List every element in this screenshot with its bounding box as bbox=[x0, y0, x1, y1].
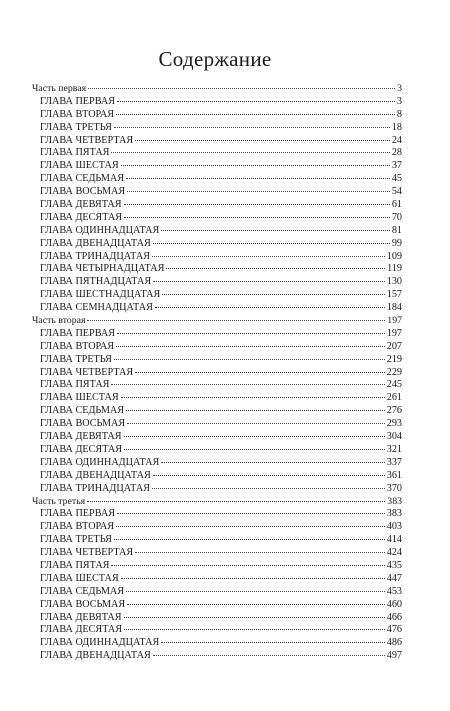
toc-chapter-entry bbox=[32, 599, 402, 612]
toc-chapter-entry bbox=[32, 547, 402, 560]
toc-chapter-entry-label: ГЛАВА ТРЕТЬЯ bbox=[40, 353, 112, 365]
toc-part-entry bbox=[32, 496, 402, 509]
dot-leader bbox=[116, 346, 385, 347]
dot-leader bbox=[111, 565, 384, 566]
toc-chapter-entry bbox=[32, 186, 402, 199]
toc-chapter-entry-label: ГЛАВА ОДИННАДЦАТАЯ bbox=[40, 456, 160, 468]
dot-leader bbox=[121, 578, 385, 579]
toc-chapter-entry bbox=[32, 444, 402, 457]
dot-leader bbox=[153, 655, 385, 656]
toc-chapter-entry-label: ГЛАВА ВТОРАЯ bbox=[40, 108, 115, 120]
toc-chapter-entry bbox=[32, 418, 402, 431]
toc-chapter-entry-label: ГЛАВА ПЯТНАДЦАТАЯ bbox=[40, 276, 152, 288]
table-of-contents bbox=[32, 83, 402, 663]
toc-chapter-entry-label: ГЛАВА ТРИНАДЦАТАЯ bbox=[40, 482, 151, 494]
dot-leader bbox=[135, 552, 385, 553]
dot-leader bbox=[117, 513, 385, 514]
toc-chapter-entry bbox=[32, 199, 402, 212]
toc-chapter-entry-page-number: 109 bbox=[386, 250, 402, 262]
toc-chapter-entry bbox=[32, 470, 402, 483]
toc-chapter-entry bbox=[32, 302, 402, 315]
dot-leader bbox=[127, 423, 385, 424]
dot-leader bbox=[153, 281, 385, 282]
toc-chapter-entry-label: ГЛАВА ТРЕТЬЯ bbox=[40, 534, 112, 546]
toc-chapter-entry bbox=[32, 637, 402, 650]
toc-chapter-entry-label: ГЛАВА ШЕСТАЯ bbox=[40, 160, 119, 172]
dot-leader bbox=[116, 526, 385, 527]
dot-leader bbox=[126, 178, 390, 179]
dot-leader bbox=[121, 397, 385, 398]
toc-chapter-entry-label: ГЛАВА ШЕСТАЯ bbox=[40, 392, 119, 404]
toc-chapter-entry bbox=[32, 160, 402, 173]
dot-leader bbox=[162, 294, 384, 295]
toc-part-entry-label: Часть первая bbox=[32, 83, 87, 94]
dot-leader bbox=[126, 591, 385, 592]
toc-chapter-entry bbox=[32, 276, 402, 289]
dot-leader bbox=[124, 436, 385, 437]
toc-chapter-entry-label: ГЛАВА ВТОРАЯ bbox=[40, 521, 115, 533]
dot-leader bbox=[124, 629, 385, 630]
dot-leader bbox=[135, 140, 390, 141]
dot-leader bbox=[124, 204, 390, 205]
toc-chapter-entry-label: ГЛАВА ОДИННАДЦАТАЯ bbox=[40, 637, 160, 649]
dot-leader bbox=[135, 372, 385, 373]
toc-chapter-entry-page-number: 435 bbox=[386, 559, 402, 571]
toc-part-entry-page-number: 383 bbox=[387, 495, 402, 507]
toc-chapter-entry bbox=[32, 122, 402, 135]
dot-leader bbox=[127, 191, 390, 192]
toc-chapter-entry-label: ГЛАВА ПЕРВАЯ bbox=[40, 508, 115, 520]
toc-part-entry-label: Часть третья bbox=[32, 495, 86, 507]
toc-chapter-entry bbox=[32, 147, 402, 160]
toc-chapter-entry bbox=[32, 624, 402, 637]
toc-chapter-entry bbox=[32, 508, 402, 521]
toc-chapter-entry-label: ГЛАВА ВОСЬМАЯ bbox=[40, 186, 126, 198]
toc-chapter-entry-page-number: 18 bbox=[391, 121, 402, 133]
toc-chapter-entry-label: ГЛАВА ДВЕНАДЦАТАЯ bbox=[40, 469, 151, 481]
toc-chapter-entry-page-number: 453 bbox=[386, 585, 402, 597]
toc-chapter-entry-page-number: 293 bbox=[386, 418, 402, 430]
toc-chapter-entry-label: ГЛАВА ШЕСТНАДЦАТАЯ bbox=[40, 289, 161, 301]
toc-chapter-entry bbox=[32, 650, 402, 663]
toc-part-entry-label: Часть вторая bbox=[32, 315, 86, 327]
dot-leader bbox=[87, 501, 385, 502]
toc-chapter-entry bbox=[32, 560, 402, 573]
dot-leader bbox=[153, 475, 385, 476]
toc-chapter-entry-page-number: 466 bbox=[386, 611, 402, 623]
dot-leader bbox=[117, 333, 385, 334]
toc-chapter-entry-page-number: 8 bbox=[396, 108, 402, 120]
dot-leader bbox=[126, 410, 385, 411]
toc-chapter-entry bbox=[32, 573, 402, 586]
dot-leader bbox=[111, 384, 384, 385]
toc-chapter-entry-page-number: 197 bbox=[386, 327, 402, 339]
toc-chapter-entry-label: ГЛАВА ДЕВЯТАЯ bbox=[40, 199, 122, 211]
toc-chapter-entry bbox=[32, 289, 402, 302]
toc-chapter-entry-label: ГЛАВА СЕДЬМАЯ bbox=[40, 405, 125, 417]
toc-chapter-entry-label: ГЛАВА СЕДЬМАЯ bbox=[40, 585, 125, 597]
toc-chapter-entry-label: ГЛАВА СЕМНАДЦАТАЯ bbox=[40, 302, 153, 314]
toc-chapter-entry-label: ГЛАВА ПЯТАЯ bbox=[40, 147, 110, 159]
toc-chapter-entry bbox=[32, 521, 402, 534]
toc-chapter-entry-page-number: 99 bbox=[391, 237, 402, 249]
toc-chapter-entry-label: ГЛАВА ТРЕТЬЯ bbox=[40, 121, 112, 133]
toc-chapter-entry-label: ГЛАВА ДЕВЯТАЯ bbox=[40, 611, 122, 623]
toc-chapter-entry bbox=[32, 96, 402, 109]
toc-part-entry-page-number: 3 bbox=[397, 83, 402, 94]
toc-chapter-entry bbox=[32, 341, 402, 354]
toc-chapter-entry bbox=[32, 135, 402, 148]
toc-chapter-entry-label: ГЛАВА ДЕВЯТАЯ bbox=[40, 431, 122, 443]
toc-chapter-entry-page-number: 383 bbox=[386, 508, 402, 520]
toc-chapter-entry-page-number: 70 bbox=[391, 211, 402, 223]
dot-leader bbox=[161, 642, 384, 643]
dot-leader bbox=[166, 268, 385, 269]
dot-leader bbox=[117, 101, 395, 102]
dot-leader bbox=[161, 462, 384, 463]
toc-chapter-entry-label: ГЛАВА ДЕСЯТАЯ bbox=[40, 211, 123, 223]
toc-chapter-entry-page-number: 304 bbox=[386, 431, 402, 443]
toc-chapter-entry-page-number: 447 bbox=[386, 572, 402, 584]
toc-chapter-entry-label: ГЛАВА ЧЕТЫРНАДЦАТАЯ bbox=[40, 263, 165, 275]
toc-part-entry bbox=[32, 83, 402, 96]
dot-leader bbox=[87, 320, 385, 321]
toc-chapter-entry-page-number: 414 bbox=[386, 534, 402, 546]
toc-chapter-entry-page-number: 486 bbox=[386, 637, 402, 649]
toc-chapter-entry-page-number: 321 bbox=[386, 443, 402, 455]
toc-chapter-entry bbox=[32, 405, 402, 418]
toc-chapter-entry bbox=[32, 354, 402, 367]
toc-chapter-entry-page-number: 61 bbox=[391, 199, 402, 211]
toc-chapter-entry-label: ГЛАВА ОДИННАДЦАТАЯ bbox=[40, 224, 160, 236]
toc-chapter-entry-label: ГЛАВА ДВЕНАДЦАТАЯ bbox=[40, 237, 151, 249]
toc-chapter-entry bbox=[32, 212, 402, 225]
toc-chapter-entry-page-number: 476 bbox=[386, 624, 402, 636]
dot-leader bbox=[124, 617, 385, 618]
toc-chapter-entry-label: ГЛАВА ЧЕТВЕРТАЯ bbox=[40, 134, 134, 146]
dot-leader bbox=[121, 165, 390, 166]
toc-chapter-entry bbox=[32, 109, 402, 122]
dot-leader bbox=[124, 217, 390, 218]
toc-chapter-entry bbox=[32, 586, 402, 599]
toc-chapter-entry-page-number: 207 bbox=[386, 340, 402, 352]
toc-chapter-entry bbox=[32, 392, 402, 405]
toc-chapter-entry bbox=[32, 534, 402, 547]
dot-leader bbox=[114, 539, 385, 540]
toc-chapter-entry-label: ГЛАВА ВОСЬМАЯ bbox=[40, 418, 126, 430]
dot-leader bbox=[124, 449, 385, 450]
toc-chapter-entry bbox=[32, 612, 402, 625]
toc-chapter-entry-label: ГЛАВА ПЕРВАЯ bbox=[40, 95, 115, 107]
dot-leader bbox=[114, 127, 390, 128]
toc-chapter-entry-page-number: 54 bbox=[391, 186, 402, 198]
toc-chapter-entry-page-number: 276 bbox=[386, 405, 402, 417]
toc-chapter-entry-label: ГЛАВА ШЕСТАЯ bbox=[40, 572, 119, 584]
toc-chapter-entry-page-number: 497 bbox=[386, 650, 402, 662]
toc-chapter-entry bbox=[32, 251, 402, 264]
toc-chapter-entry bbox=[32, 328, 402, 341]
toc-chapter-entry bbox=[32, 238, 402, 251]
toc-chapter-entry-label: ГЛАВА ДЕСЯТАЯ bbox=[40, 624, 123, 636]
toc-chapter-entry-page-number: 28 bbox=[391, 147, 402, 159]
toc-chapter-entry-label: ГЛАВА ТРИНАДЦАТАЯ bbox=[40, 250, 151, 262]
toc-chapter-entry-page-number: 337 bbox=[386, 456, 402, 468]
toc-chapter-entry-page-number: 460 bbox=[386, 598, 402, 610]
toc-chapter-entry bbox=[32, 379, 402, 392]
toc-chapter-entry-label: ГЛАВА ВОСЬМАЯ bbox=[40, 598, 126, 610]
dot-leader bbox=[161, 230, 390, 231]
toc-chapter-entry-page-number: 157 bbox=[386, 289, 402, 301]
toc-chapter-entry-label: ГЛАВА СЕДЬМАЯ bbox=[40, 173, 125, 185]
toc-chapter-entry-page-number: 184 bbox=[386, 302, 402, 314]
toc-chapter-entry-label: ГЛАВА ПЯТАЯ bbox=[40, 559, 110, 571]
toc-chapter-entry-page-number: 45 bbox=[391, 173, 402, 185]
toc-chapter-entry-page-number: 130 bbox=[386, 276, 402, 288]
toc-chapter-entry-label: ГЛАВА ПЯТАЯ bbox=[40, 379, 110, 391]
toc-chapter-entry-page-number: 261 bbox=[386, 392, 402, 404]
dot-leader bbox=[155, 307, 385, 308]
toc-chapter-entry bbox=[32, 483, 402, 496]
dot-leader bbox=[88, 88, 395, 89]
toc-chapter-entry-label: ГЛАВА ПЕРВАЯ bbox=[40, 327, 115, 339]
toc-chapter-entry-page-number: 3 bbox=[396, 95, 402, 107]
toc-chapter-entry-page-number: 219 bbox=[386, 353, 402, 365]
toc-chapter-entry-page-number: 245 bbox=[386, 379, 402, 391]
toc-chapter-entry bbox=[32, 367, 402, 380]
toc-chapter-entry-page-number: 424 bbox=[386, 547, 402, 559]
dot-leader bbox=[114, 359, 385, 360]
dot-leader bbox=[127, 604, 385, 605]
toc-chapter-entry bbox=[32, 431, 402, 444]
dot-leader bbox=[152, 488, 385, 489]
toc-chapter-entry-label: ГЛАВА ВТОРАЯ bbox=[40, 340, 115, 352]
toc-chapter-entry-page-number: 229 bbox=[386, 366, 402, 378]
toc-chapter-entry-label: ГЛАВА ДВЕНАДЦАТАЯ bbox=[40, 650, 151, 662]
toc-chapter-entry-page-number: 403 bbox=[386, 521, 402, 533]
toc-chapter-entry-label: ГЛАВА ЧЕТВЕРТАЯ bbox=[40, 366, 134, 378]
page-title: Содержание bbox=[158, 47, 272, 71]
toc-chapter-entry-page-number: 81 bbox=[391, 224, 402, 236]
toc-chapter-entry-page-number: 361 bbox=[386, 469, 402, 481]
toc-chapter-entry-page-number: 119 bbox=[387, 263, 402, 275]
dot-leader bbox=[111, 152, 389, 153]
dot-leader bbox=[152, 256, 385, 257]
toc-chapter-entry-page-number: 24 bbox=[391, 134, 402, 146]
toc-chapter-entry bbox=[32, 263, 402, 276]
toc-chapter-entry-label: ГЛАВА ЧЕТВЕРТАЯ bbox=[40, 547, 134, 559]
toc-part-entry bbox=[32, 315, 402, 328]
toc-chapter-entry bbox=[32, 173, 402, 186]
toc-part-entry-page-number: 197 bbox=[387, 315, 402, 327]
toc-chapter-entry-page-number: 37 bbox=[391, 160, 402, 172]
dot-leader bbox=[116, 114, 395, 115]
dot-leader bbox=[153, 243, 390, 244]
toc-chapter-entry bbox=[32, 457, 402, 470]
toc-chapter-entry-page-number: 370 bbox=[386, 482, 402, 494]
toc-chapter-entry-label: ГЛАВА ДЕСЯТАЯ bbox=[40, 443, 123, 455]
toc-chapter-entry bbox=[32, 225, 402, 238]
